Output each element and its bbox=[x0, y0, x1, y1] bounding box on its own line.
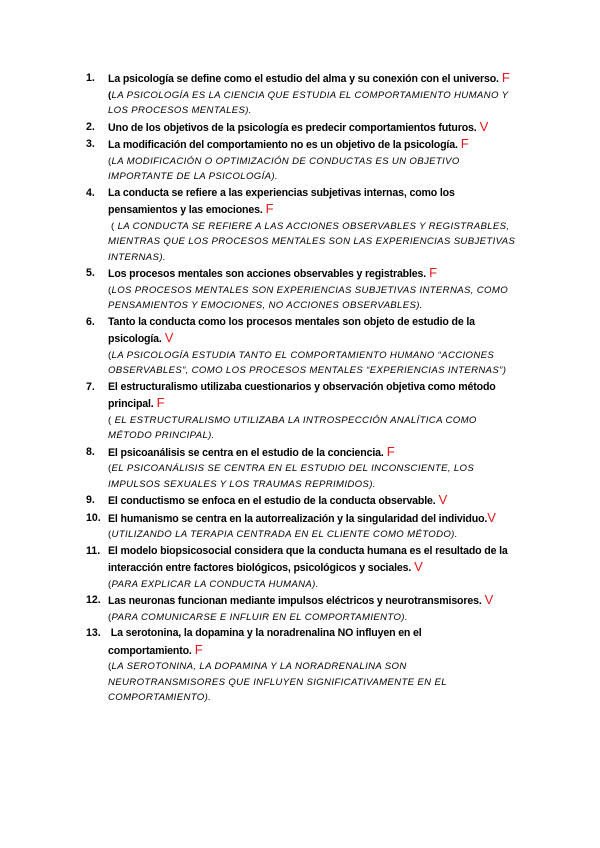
explanation: ( LA CONDUCTA SE REFIERE A LAS ACCIONES OBSERVABLES Y REGISTRABLES, MIENTRAS QUE LOS PROCESOS MENTALES SON LAS EXPERIENCIAS SUBJETIVAS INTERNAS). bbox=[108, 220, 516, 263]
answer-mark: F bbox=[156, 395, 165, 410]
statement bbox=[108, 185, 516, 219]
explanation-text: LA SEROTONINA, LA DOPAMINA Y LA NORADRENALINA SON NEUROTRANSMISORES QUE INFLUYEN SIGNIFICATIVAMENTE EN EL COMPORTAMIENTO bbox=[108, 661, 447, 703]
item-number: 8. bbox=[86, 445, 95, 458]
answer-mark: F bbox=[429, 265, 437, 280]
list-item bbox=[86, 492, 516, 510]
answer-mark: F bbox=[265, 201, 274, 216]
statement-text: Los procesos mentales son acciones observables y registrables. bbox=[108, 268, 427, 280]
item-number: 10. bbox=[86, 511, 101, 524]
list-item bbox=[86, 510, 516, 543]
item-number: 2. bbox=[86, 120, 95, 133]
statement-text: El humanismo se centra en la autorrealización y la singularidad del individuo. bbox=[108, 512, 488, 525]
list-item bbox=[86, 625, 516, 706]
statement-text: El modelo biopsicosocial considera que la conducta humana es el resultado de la interacción entre factores biológicos, psicológicos y sociales. bbox=[108, 544, 508, 574]
statement-text: Uno de los objetivos de la psicología es predecir comportamientos futuros. bbox=[108, 121, 477, 134]
list-item bbox=[86, 444, 516, 493]
explanation: ( EL ESTRUCTURALISMO UTILIZABA LA INTROSPECCIÓN ANALÍTICA COMO MÉTODO PRINCIPAL). bbox=[108, 414, 477, 441]
list-item bbox=[86, 119, 516, 137]
statement bbox=[108, 625, 516, 659]
statement bbox=[108, 510, 516, 528]
item-number: 12. bbox=[86, 594, 101, 606]
list-item bbox=[86, 136, 516, 185]
answer-mark: V bbox=[487, 509, 496, 525]
statement-text: Tanto la conducta como los procesos mentales son objeto de estudio de la psicología. bbox=[108, 315, 475, 345]
answer-mark: F bbox=[194, 641, 203, 657]
statement-text: El estructuralismo utilizaba cuestionarios y observación objetiva como método principal. bbox=[108, 380, 496, 410]
statement bbox=[108, 70, 516, 88]
statement-text: La modificación del comportamiento no es un objetivo de la psicología. bbox=[108, 139, 458, 151]
explanation-text: PARA EXPLICAR LA CONDUCTA HUMANA bbox=[111, 578, 313, 590]
statement bbox=[108, 314, 516, 348]
explanation: (LA MODIFICACIÓN O OPTIMIZACIÓN DE CONDUCTAS ES UN OBJETIVO IMPORTANTE DE LA PSICOLOGÍA). bbox=[108, 155, 460, 182]
explanation: (UTILIZANDO LA TERAPIA CENTRADA EN EL CLIENTE COMO MÉTODO). bbox=[108, 529, 458, 540]
list-item bbox=[86, 379, 516, 444]
item-number: 3. bbox=[86, 138, 95, 150]
list-item bbox=[86, 70, 516, 119]
statement-text: La psicología se define como el estudio del alma y su conexión con el universo. bbox=[108, 73, 499, 85]
explanation-text: EL PSICOANÁLISIS SE CENTRA EN EL ESTUDIO DEL INCONSCIENTE, LOS IMPULSOS SEXUALES Y LOS TRAUMAS REPRIMIDOS bbox=[108, 463, 475, 490]
list-item bbox=[86, 543, 516, 593]
statement-text: Las neuronas funcionan mediante impulsos eléctricos y neurotransmisores. bbox=[108, 595, 482, 607]
statement bbox=[108, 592, 516, 610]
statement-text: La serotonina, la dopamina y la noradrenalina NO influyen en el comportamiento. bbox=[108, 627, 422, 657]
explanation: (LOS PROCESOS MENTALES SON EXPERIENCIAS SUBJETIVAS INTERNAS, COMO PENSAMIENTOS Y EMOCIONES, NO ACCIONES OBSERVABLES). bbox=[108, 284, 509, 311]
explanation-text: LA PSICOLOGÍA ES LA CIENCIA QUE ESTUDIA EL COMPORTAMIENTO HUMANO Y LOS PROCESOS MENTALES bbox=[108, 89, 509, 116]
true-false-list bbox=[86, 70, 516, 706]
statement-text: El conductismo se enfoca en el estudio de la conducta observable. bbox=[108, 495, 436, 507]
statement bbox=[108, 492, 516, 510]
statement-text: La conducta se refiere a las experiencias subjetivas internas, como los pensamientos y las emociones. bbox=[108, 186, 455, 216]
explanation: (EL PSICOANÁLISIS SE CENTRA EN EL ESTUDIO DEL INCONSCIENTE, LOS IMPULSOS SEXUALES Y LOS TRAUMAS REPRIMIDOS). bbox=[108, 463, 475, 490]
answer-mark: V bbox=[484, 592, 494, 607]
answer-mark: F bbox=[386, 443, 395, 459]
explanation-text: EL ESTRUCTURALISMO UTILIZABA LA INTROSPECCIÓN ANALÍTICA COMO MÉTODO PRINCIPAL bbox=[108, 414, 477, 441]
answer-mark: V bbox=[438, 492, 448, 507]
answer-mark: F bbox=[460, 136, 469, 151]
statement bbox=[108, 444, 516, 462]
explanation-text: LOS PROCESOS MENTALES SON EXPERIENCIAS SUBJETIVAS INTERNAS, COMO PENSAMIENTOS Y EMOCIONES, NO ACCIONES OBSERVABLES bbox=[108, 284, 509, 311]
item-number: 1. bbox=[86, 72, 95, 84]
answer-mark: V bbox=[164, 330, 174, 345]
explanation-text: UTILIZANDO LA TERAPIA CENTRADA EN EL CLIENTE COMO MÉTODO bbox=[111, 529, 452, 540]
explanation-text: LA CONDUCTA SE REFIERE A LAS ACCIONES OBSERVABLES Y REGISTRABLES, MIENTRAS QUE LOS PROCESOS MENTALES SON LAS EXPERIENCIAS SUBJETIVAS INTERNAS bbox=[108, 220, 516, 263]
explanation-text: LA PSICOLOGÍA ESTUDIA TANTO EL COMPORTAMIENTO HUMANO “ACCIONES OBSERVABLES”, COMO LOS PROCESOS MENTALES “EXPERIENCIAS INTERNAS” bbox=[108, 349, 503, 376]
item-number: 11. bbox=[86, 544, 101, 557]
list-item bbox=[86, 592, 516, 625]
list-item bbox=[86, 265, 516, 314]
statement bbox=[108, 379, 516, 413]
list-item bbox=[86, 314, 516, 379]
answer-mark: V bbox=[479, 118, 489, 134]
explanation: (PARA EXPLICAR LA CONDUCTA HUMANA). bbox=[108, 578, 319, 590]
explanation: (LA SEROTONINA, LA DOPAMINA Y LA NORADRENALINA SON NEUROTRANSMISORES QUE INFLUYEN SIGNIFICATIVAMENTE EN EL COMPORTAMIENTO). bbox=[108, 661, 447, 703]
item-number: 13. bbox=[86, 627, 101, 639]
statement bbox=[108, 136, 516, 154]
explanation-text: PARA COMUNICARSE E INFLUIR EN EL COMPORTAMIENTO bbox=[111, 611, 402, 623]
statement bbox=[108, 265, 516, 283]
explanation: (LA PSICOLOGÍA ESTUDIA TANTO EL COMPORTAMIENTO HUMANO “ACCIONES OBSERVABLES”, COMO LOS PROCESOS MENTALES “EXPERIENCIAS INTERNAS”) bbox=[108, 349, 507, 376]
item-number: 9. bbox=[86, 494, 95, 506]
statement-text: El psicoanálisis se centra en el estudio de la conciencia. bbox=[108, 446, 384, 459]
list-item bbox=[86, 185, 516, 266]
item-number: 4. bbox=[86, 186, 95, 199]
explanation: (LA PSICOLOGÍA ES LA CIENCIA QUE ESTUDIA EL COMPORTAMIENTO HUMANO Y LOS PROCESOS MENTALES). bbox=[108, 89, 509, 116]
item-number: 5. bbox=[86, 267, 95, 279]
explanation-text: LA MODIFICACIÓN O OPTIMIZACIÓN DE CONDUCTAS ES UN OBJETIVO IMPORTANTE DE LA PSICOLOGÍA bbox=[108, 155, 460, 182]
item-number: 7. bbox=[86, 380, 95, 393]
statement bbox=[108, 119, 516, 137]
explanation: (PARA COMUNICARSE E INFLUIR EN EL COMPORTAMIENTO). bbox=[108, 611, 408, 623]
statement bbox=[108, 543, 516, 577]
answer-mark: F bbox=[501, 70, 510, 85]
item-number: 6. bbox=[86, 315, 95, 328]
answer-mark: V bbox=[414, 559, 423, 574]
